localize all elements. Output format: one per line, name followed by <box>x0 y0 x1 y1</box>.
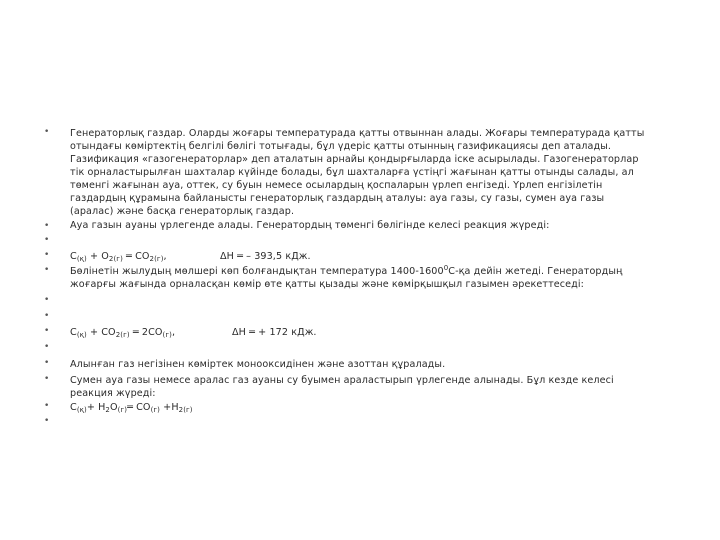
bullet: • <box>44 374 50 384</box>
bullet: • <box>44 250 50 260</box>
bullet: • <box>44 326 50 336</box>
bullet: • <box>44 401 50 411</box>
para1-line: газдардың құрамына байланысты генераторлық газдардың аталуы: ауа газы, су газы, сумен ауа газы <box>70 193 605 204</box>
para1-line: төменгі жағынан ауа, оттек, су буын немесе осылардың қоспаларын үрлеп енгізеді. Үрлеп енгізілетін <box>70 180 603 191</box>
gas-composition-line: Алынған газ негізінен көміртек монооксидінен және азоттан құралады. <box>70 359 446 370</box>
equation-2: $C_{(қ)} + CO_{2(г)}$ ═ $2CO_{(г)}$, ΔH ═ + 172 кДж. <box>70 327 317 339</box>
para3-line: Сумен ауа газы немесе аралас газ ауаны су буымен араластырып үрлегенде алынады. Бұл кезде келесі <box>70 375 614 386</box>
para1-line: отындағы көміртектің белгілі бөлігі тотығады, бұл үдеріс қатты отынның газификациясы деп аталады. <box>70 141 612 152</box>
para3-line: реакция жүреді: <box>70 388 156 399</box>
bullet: • <box>44 127 50 137</box>
para2-line: Бөлінетін жылудың мөлшері көп болғандықтан температура 1400-1600$^0$С-қа дейін жетеді. Генератордың <box>70 264 623 277</box>
bullet: • <box>44 265 50 275</box>
air-gas-line: Ауа газын ауаны үрлегенде алады. Генератордың төменгі бөлігінде келесі реакция жүреді: <box>70 220 550 231</box>
para1-line: (аралас) және басқа генераторлық газдар. <box>70 206 295 217</box>
para1-line: Генераторлық газдар. Оларды жоғары температурада қатты отвыннан алады. Жоғары температурада қатты <box>70 128 645 139</box>
equation-1-enthalpy: ΔH ═ – 393,5 кДж. <box>220 251 311 262</box>
bullet: • <box>44 342 50 352</box>
equation-1: $C_{(қ)} + O_{2(г)}$ ═ $CO_{2(г)}$, ΔH ═ – 393,5 кДж. <box>70 251 311 263</box>
bullet: • <box>44 221 50 231</box>
bullet: • <box>44 311 50 321</box>
para1-line: Газификация «газогенераторлар» деп аталатын арнайы қондырғыларда іске асырылады. Газогенераторлар <box>70 154 639 165</box>
equation-3: $C_{(қ)}+$ $H_2O_{(г)}═$ $CO_{(г)} +H_{2(г)}$ <box>70 402 193 414</box>
para1-line: тік орналастырылған шахталар күйінде болады, бұл шахталарға үстіңгі жағынан қатты отынды салады, ал <box>70 167 634 178</box>
equation-2-enthalpy: ΔH ═ + 172 кДж. <box>232 327 317 338</box>
bullet: • <box>44 416 50 426</box>
bullet: • <box>44 358 50 368</box>
bullet: • <box>44 235 50 245</box>
bullet: • <box>44 295 50 305</box>
para2-line: жоғарғы жағында орналасқан көмір өте қатты қызады және көмірқышқыл газымен әрекеттеседі: <box>70 279 584 290</box>
